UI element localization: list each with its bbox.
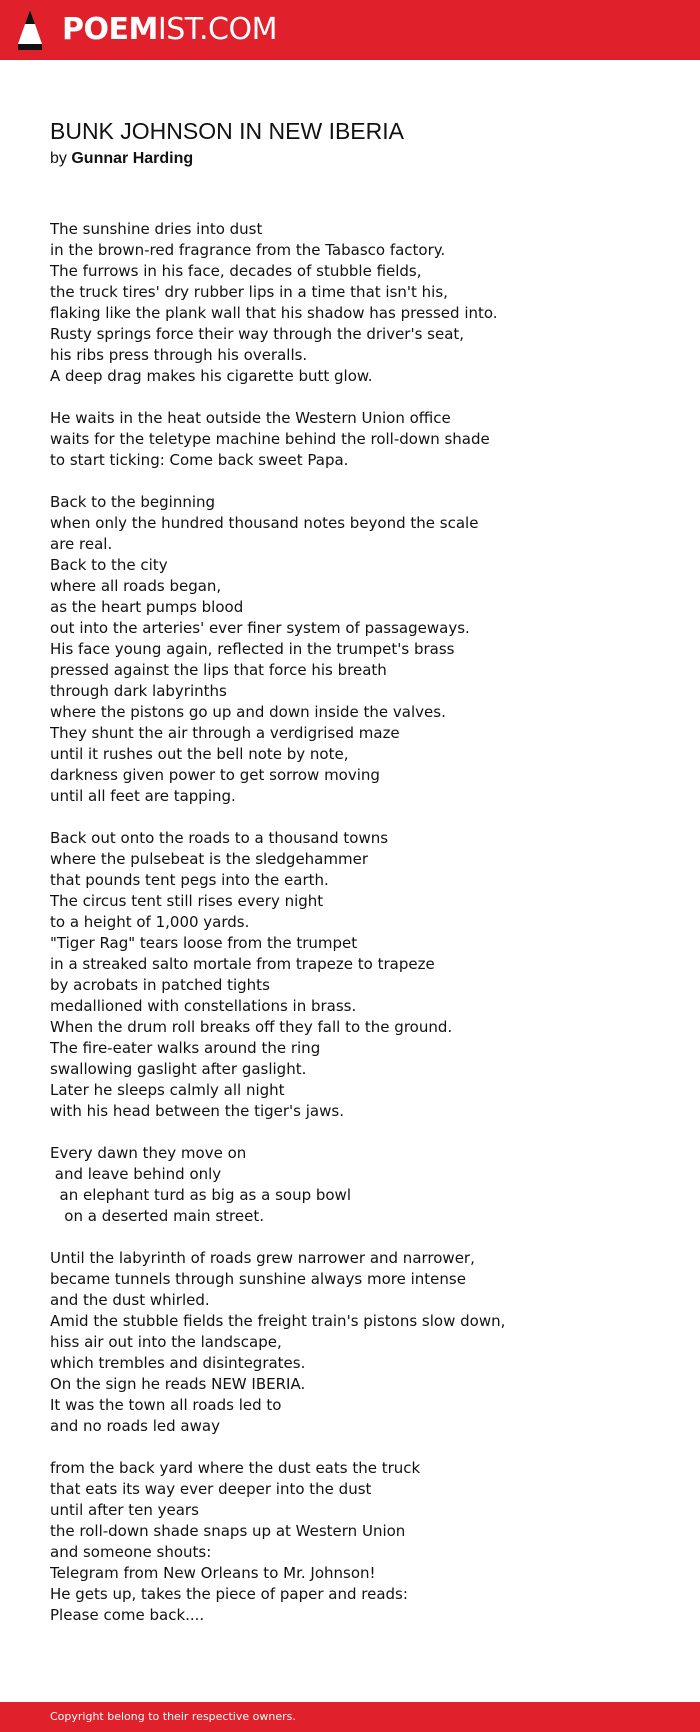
- poem-line: when only the hundred thousand notes beyond the scale: [50, 514, 479, 532]
- poem-line: On the sign he reads NEW IBERIA.: [50, 1375, 306, 1393]
- poem-line: Later he sleeps calmly all night: [50, 1081, 285, 1099]
- poem-line: and someone shouts:: [50, 1543, 212, 1561]
- poem-line: When the drum roll breaks off they fall to the ground.: [50, 1018, 453, 1036]
- poem-line: medallioned with constellations in brass.: [50, 997, 357, 1015]
- stanza: [50, 1458, 670, 1626]
- stanza: [50, 219, 670, 387]
- stanza: [50, 828, 670, 1122]
- poem-line: and the dust whirled.: [50, 1291, 210, 1309]
- poem-line: his ribs press through his overalls.: [50, 346, 308, 364]
- poem-line: on a deserted main street.: [50, 1207, 264, 1225]
- pencil-logo-icon[interactable]: [18, 10, 42, 50]
- poem-title: BUNK JOHNSON IN NEW IBERIA: [50, 118, 404, 144]
- poem-line: an elephant turd as big as a soup bowl: [50, 1186, 351, 1204]
- poem-line: A deep drag makes his cigarette butt glow.: [50, 367, 373, 385]
- stanza: [50, 1248, 670, 1437]
- poem-line: hiss air out into the landscape,: [50, 1333, 282, 1351]
- poem-line: with his head between the tiger's jaws.: [50, 1102, 344, 1120]
- poem-line: "Tiger Rag" tears loose from the trumpet: [50, 934, 358, 952]
- poem-line: that eats its way ever deeper into the dust: [50, 1480, 372, 1498]
- poem-line: Amid the stubble fields the freight train's pistons slow down,: [50, 1312, 506, 1330]
- poem-line: Back to the city: [50, 556, 168, 574]
- poem-line: Telegram from New Orleans to Mr. Johnson!: [50, 1564, 376, 1582]
- poem-line: the roll-down shade snaps up at Western Union: [50, 1522, 406, 1540]
- poem-line: The circus tent still rises every night: [50, 892, 324, 910]
- poem-line: Back out onto the roads to a thousand towns: [50, 829, 389, 847]
- poem-line: are real.: [50, 535, 113, 553]
- poem-line: darkness given power to get sorrow moving: [50, 766, 380, 784]
- logo-bold-part: POEM: [62, 12, 158, 47]
- byline: [50, 148, 193, 170]
- poem-line: He gets up, takes the piece of paper and reads:: [50, 1585, 408, 1603]
- poem-line: to a height of 1,000 yards.: [50, 913, 250, 931]
- stanza: [50, 408, 670, 471]
- author-name[interactable]: Gunnar Harding: [71, 150, 194, 167]
- poem-line: Back to the beginning: [50, 493, 216, 511]
- poem-line: Rusty springs force their way through the driver's seat,: [50, 325, 465, 343]
- by-prefix: by: [50, 150, 67, 167]
- poem-line: out into the arteries' ever finer system of passageways.: [50, 619, 470, 637]
- poem-line: in a streaked salto mortale from trapeze to trapeze: [50, 955, 435, 973]
- poem-line: until it rushes out the bell note by note,: [50, 745, 349, 763]
- poem-line: to start ticking: Come back sweet Papa.: [50, 451, 349, 469]
- poem-line: The fire-eater walks around the ring: [50, 1039, 321, 1057]
- poem-line: where the pulsebeat is the sledgehammer: [50, 850, 368, 868]
- poem-body: [50, 219, 670, 1647]
- poem-line: Please come back....: [50, 1606, 205, 1624]
- poem-line: The sunshine dries into dust: [50, 220, 263, 238]
- poem-line: and no roads led away: [50, 1417, 220, 1435]
- poem-line: from the back yard where the dust eats the truck: [50, 1459, 421, 1477]
- poem-line: flaking like the plank wall that his shadow has pressed into.: [50, 304, 498, 322]
- copyright-text: Copyright belong to their respective owners.: [50, 1710, 296, 1723]
- poem-line: He waits in the heat outside the Western Union office: [50, 409, 451, 427]
- site-header: [0, 0, 700, 60]
- poem-line: the truck tires' dry rubber lips in a time that isn't his,: [50, 283, 448, 301]
- poem-line: became tunnels through sunshine always more intense: [50, 1270, 466, 1288]
- logo-light-part: IST.COM: [157, 12, 277, 47]
- poem-line: Until the labyrinth of roads grew narrower and narrower,: [50, 1249, 475, 1267]
- stanza: [50, 1143, 670, 1227]
- poem-line: Every dawn they move on: [50, 1144, 247, 1162]
- poem-line: that pounds tent pegs into the earth.: [50, 871, 329, 889]
- poem-line: until after ten years: [50, 1501, 199, 1519]
- site-footer: [0, 1702, 700, 1732]
- poem-line: His face young again, reflected in the trumpet's brass: [50, 640, 455, 658]
- poem-line: through dark labyrinths: [50, 682, 227, 700]
- site-logo[interactable]: [62, 11, 277, 49]
- poem-line: It was the town all roads led to: [50, 1396, 282, 1414]
- poem-line: waits for the teletype machine behind the roll-down shade: [50, 430, 490, 448]
- poem-line: pressed against the lips that force his breath: [50, 661, 387, 679]
- poem-line: which trembles and disintegrates.: [50, 1354, 306, 1372]
- poem-line: swallowing gaslight after gaslight.: [50, 1060, 307, 1078]
- poem-line: and leave behind only: [50, 1165, 222, 1183]
- poem-line: in the brown-red fragrance from the Tabasco factory.: [50, 241, 446, 259]
- poem-line: by acrobats in patched tights: [50, 976, 270, 994]
- poem-line: until all feet are tapping.: [50, 787, 236, 805]
- poem-line: where all roads began,: [50, 577, 222, 595]
- stanza: [50, 492, 670, 807]
- poem-line: as the heart pumps blood: [50, 598, 244, 616]
- poem-line: where the pistons go up and down inside the valves.: [50, 703, 446, 721]
- poem-line: They shunt the air through a verdigrised maze: [50, 724, 400, 742]
- poem-line: The furrows in his face, decades of stubble fields,: [50, 262, 422, 280]
